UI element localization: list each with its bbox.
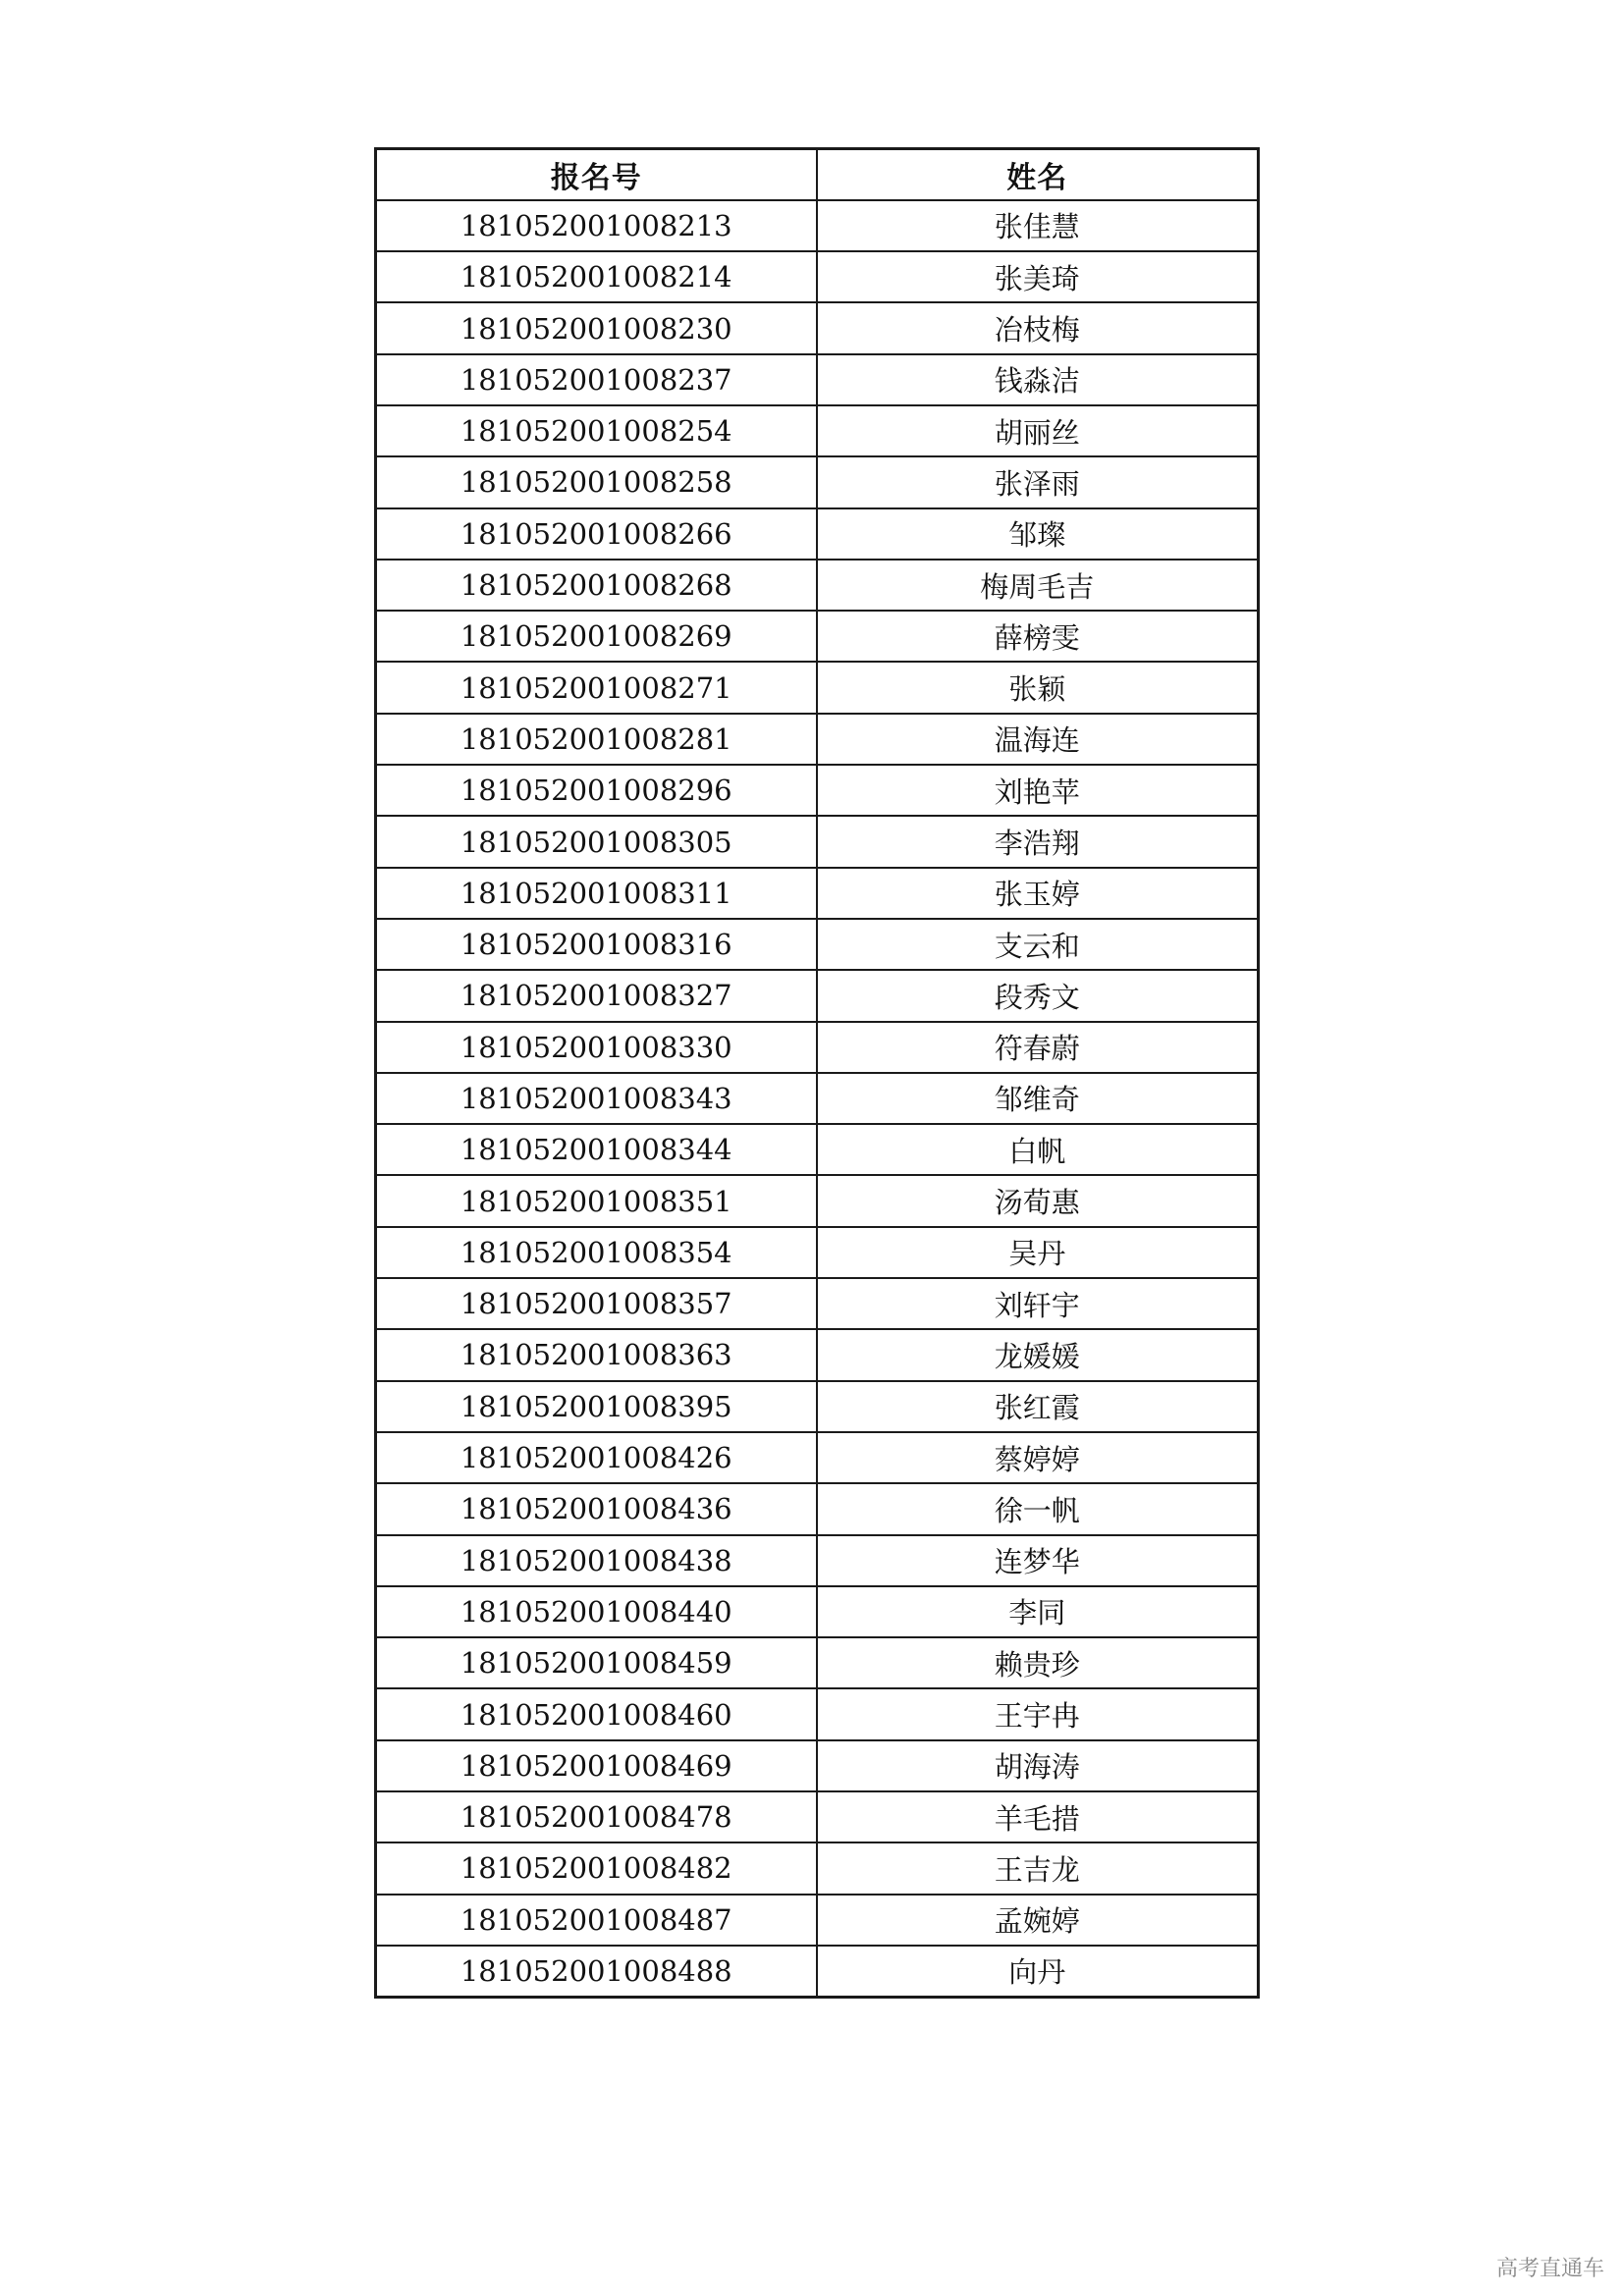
name-cell: 蔡婷婷 [817, 1432, 1259, 1483]
name-cell: 王吉龙 [817, 1842, 1259, 1894]
name-cell: 李浩翔 [817, 816, 1259, 867]
registration-number-cell: 181052001008214 [376, 251, 817, 302]
table-row [376, 1175, 1259, 1226]
name-cell: 孟婉婷 [817, 1895, 1259, 1946]
table-row [376, 662, 1259, 713]
registration-number-cell: 181052001008271 [376, 662, 817, 713]
registration-number-cell: 181052001008351 [376, 1175, 817, 1226]
registration-number-cell: 181052001008478 [376, 1791, 817, 1842]
table-row [376, 302, 1259, 353]
name-cell: 张泽雨 [817, 456, 1259, 507]
name-cell: 张玉婷 [817, 868, 1259, 919]
table-row [376, 354, 1259, 405]
table-row [376, 765, 1259, 816]
registration-number-cell: 181052001008330 [376, 1022, 817, 1073]
table-row [376, 1329, 1259, 1380]
registration-number-cell: 181052001008357 [376, 1278, 817, 1329]
name-cell: 邹维奇 [817, 1073, 1259, 1124]
table-row [376, 919, 1259, 970]
table-row [376, 1946, 1259, 1997]
table-row [376, 1022, 1259, 1073]
registration-number-cell: 181052001008436 [376, 1483, 817, 1534]
header-name: 姓名 [817, 149, 1259, 200]
name-cell: 羊毛措 [817, 1791, 1259, 1842]
registration-number-cell: 181052001008305 [376, 816, 817, 867]
table-row [376, 200, 1259, 251]
name-cell: 胡丽丝 [817, 405, 1259, 456]
table-body [376, 200, 1259, 1997]
registration-number-cell: 181052001008237 [376, 354, 817, 405]
name-cell: 赖贵珍 [817, 1637, 1259, 1688]
table-row [376, 1791, 1259, 1842]
table-row [376, 405, 1259, 456]
name-cell: 龙媛媛 [817, 1329, 1259, 1380]
registration-number-cell: 181052001008268 [376, 560, 817, 611]
registration-number-cell: 181052001008395 [376, 1381, 817, 1432]
registration-number-cell: 181052001008488 [376, 1946, 817, 1997]
name-cell: 胡海涛 [817, 1740, 1259, 1791]
table-row [376, 1688, 1259, 1739]
name-cell: 吴丹 [817, 1227, 1259, 1278]
registration-number-cell: 181052001008266 [376, 508, 817, 560]
name-cell: 钱淼洁 [817, 354, 1259, 405]
name-cell: 支云和 [817, 919, 1259, 970]
name-cell: 段秀文 [817, 970, 1259, 1021]
table-row [376, 251, 1259, 302]
name-cell: 李同 [817, 1586, 1259, 1637]
name-cell: 温海连 [817, 714, 1259, 765]
name-cell: 薛榜雯 [817, 611, 1259, 662]
name-cell: 张美琦 [817, 251, 1259, 302]
name-cell: 白帆 [817, 1124, 1259, 1175]
registration-number-cell: 181052001008344 [376, 1124, 817, 1175]
name-cell: 连梦华 [817, 1535, 1259, 1586]
name-cell: 汤荀惠 [817, 1175, 1259, 1226]
table-row [376, 611, 1259, 662]
registration-number-cell: 181052001008316 [376, 919, 817, 970]
name-cell: 符春蔚 [817, 1022, 1259, 1073]
table-row [376, 1535, 1259, 1586]
name-cell: 梅周毛吉 [817, 560, 1259, 611]
admission-table [374, 147, 1260, 1999]
registration-number-cell: 181052001008440 [376, 1586, 817, 1637]
name-cell: 徐一帆 [817, 1483, 1259, 1534]
table-row [376, 1381, 1259, 1432]
table-row [376, 1895, 1259, 1946]
name-cell: 冶枝梅 [817, 302, 1259, 353]
table-row [376, 714, 1259, 765]
table-row [376, 1432, 1259, 1483]
registration-number-cell: 181052001008254 [376, 405, 817, 456]
registration-number-cell: 181052001008469 [376, 1740, 817, 1791]
registration-number-cell: 181052001008363 [376, 1329, 817, 1380]
watermark-text: 高考直通车 [1495, 2257, 1604, 2281]
registration-number-cell: 181052001008311 [376, 868, 817, 919]
table-row [376, 560, 1259, 611]
registration-number-cell: 181052001008230 [376, 302, 817, 353]
registration-number-cell: 181052001008354 [376, 1227, 817, 1278]
registration-number-cell: 181052001008438 [376, 1535, 817, 1586]
registration-number-cell: 181052001008281 [376, 714, 817, 765]
registration-number-cell: 181052001008296 [376, 765, 817, 816]
name-cell: 张佳慧 [817, 200, 1259, 251]
registration-number-cell: 181052001008426 [376, 1432, 817, 1483]
table-row [376, 1483, 1259, 1534]
header-registration-number: 报名号 [376, 149, 817, 200]
name-cell: 刘艳苹 [817, 765, 1259, 816]
table-row [376, 1227, 1259, 1278]
table-row [376, 1842, 1259, 1894]
table-row [376, 816, 1259, 867]
registration-number-cell: 181052001008258 [376, 456, 817, 507]
registration-number-cell: 181052001008327 [376, 970, 817, 1021]
registration-number-cell: 181052001008343 [376, 1073, 817, 1124]
name-cell: 刘轩宇 [817, 1278, 1259, 1329]
registration-number-cell: 181052001008482 [376, 1842, 817, 1894]
registration-number-cell: 181052001008269 [376, 611, 817, 662]
registration-number-cell: 181052001008459 [376, 1637, 817, 1688]
name-cell: 向丹 [817, 1946, 1259, 1997]
table-row [376, 1637, 1259, 1688]
table-header-row [376, 149, 1259, 200]
admission-list [374, 147, 1257, 1999]
registration-number-cell: 181052001008487 [376, 1895, 817, 1946]
table-row [376, 1586, 1259, 1637]
table-row [376, 970, 1259, 1021]
name-cell: 邹璨 [817, 508, 1259, 560]
table-row [376, 1124, 1259, 1175]
registration-number-cell: 181052001008213 [376, 200, 817, 251]
table-row [376, 1073, 1259, 1124]
name-cell: 张颖 [817, 662, 1259, 713]
name-cell: 张红霞 [817, 1381, 1259, 1432]
table-row [376, 1278, 1259, 1329]
table-row [376, 1740, 1259, 1791]
table-row [376, 456, 1259, 507]
table-row [376, 508, 1259, 560]
name-cell: 王宇冉 [817, 1688, 1259, 1739]
table-row [376, 868, 1259, 919]
registration-number-cell: 181052001008460 [376, 1688, 817, 1739]
